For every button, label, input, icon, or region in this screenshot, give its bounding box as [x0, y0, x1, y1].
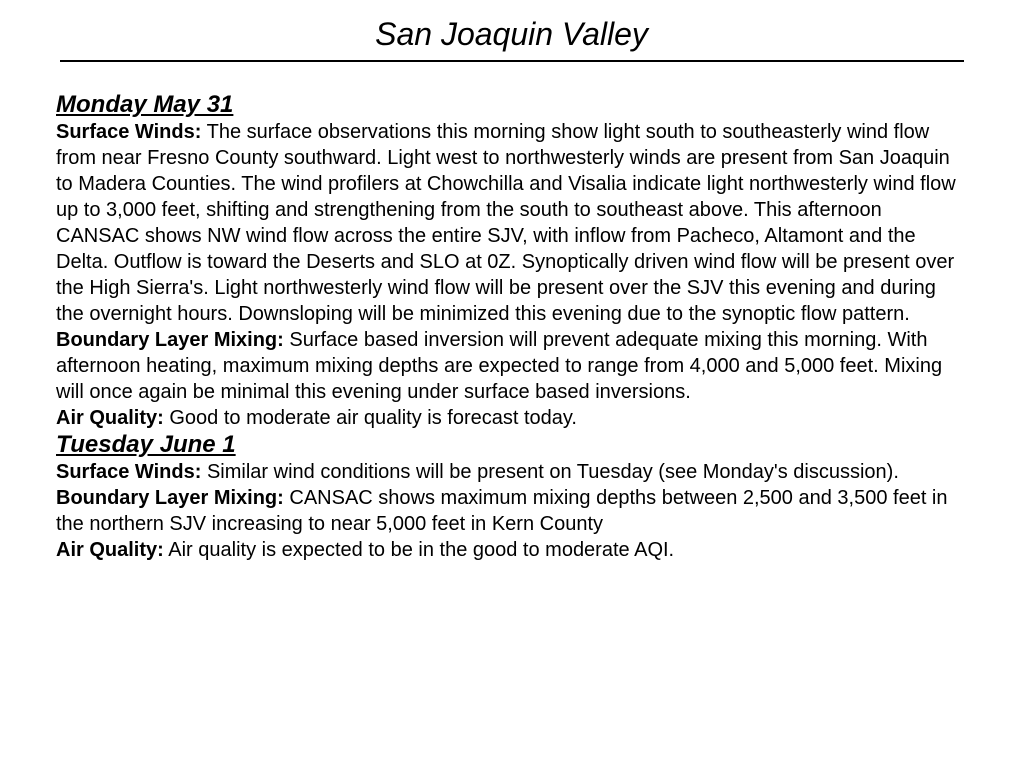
- monday-surface-winds: [56, 119, 968, 327]
- forecast-body: [56, 91, 968, 563]
- section-label: Air Quality:: [56, 539, 164, 561]
- section-text: Good to moderate air quality is forecast today.: [169, 407, 577, 429]
- section-text: CANSAC shows maximum mixing depths between 2,500 and 3,500 feet in the northern SJV increasing to near 5,000 feet in Kern County: [56, 487, 948, 535]
- title-divider: [60, 60, 964, 62]
- tuesday-boundary-layer-mixing: [56, 485, 968, 537]
- section-text: Surface based inversion will prevent adequate mixing this morning. With afternoon heating, maximum mixing depths are expected to range from 4,000 and 5,000 feet. Mixing will once again be minimal this evening under surface based inversions.: [56, 329, 943, 403]
- page-title: San Joaquin Valley: [375, 16, 648, 52]
- section-label: Surface Winds:: [56, 121, 202, 143]
- monday-boundary-layer-mixing: [56, 327, 968, 405]
- section-label: Air Quality:: [56, 407, 164, 429]
- section-label: Boundary Layer Mixing:: [56, 487, 284, 509]
- tuesday-air-quality: [56, 537, 968, 563]
- monday-air-quality: [56, 405, 968, 431]
- day-heading-tuesday: Tuesday June 1: [56, 431, 236, 458]
- day-heading-monday: Monday May 31: [56, 91, 234, 118]
- section-text: Similar wind conditions will be present on Tuesday (see Monday's discussion).: [206, 461, 899, 483]
- section-text: The surface observations this morning show light south to southeasterly wind flow from near Fresno County southward. Light west to northwesterly winds are present from San Joaquin to Madera Counties. The wind profilers at Chowchilla and Visalia indicate light northwesterly wind flow up to 3,000 feet, shifting and strengthening from the south to southeast above. This afternoon CANSAC shows NW wind flow across the entire SJV, with inflow from Pacheco, Altamont and the Delta. Outflow is toward the Deserts and SLO at 0Z. Synoptically driven wind flow will be present over the High Sierra's. Light northwesterly wind flow will be present over the SJV this evening and during the overnight hours. Downsloping will be minimized this evening due to the synoptic flow pattern.: [56, 121, 956, 325]
- section-label: Boundary Layer Mixing:: [56, 329, 284, 351]
- tuesday-surface-winds: [56, 459, 968, 485]
- section-label: Surface Winds:: [56, 461, 202, 483]
- section-text: Air quality is expected to be in the good to moderate AQI.: [168, 539, 675, 561]
